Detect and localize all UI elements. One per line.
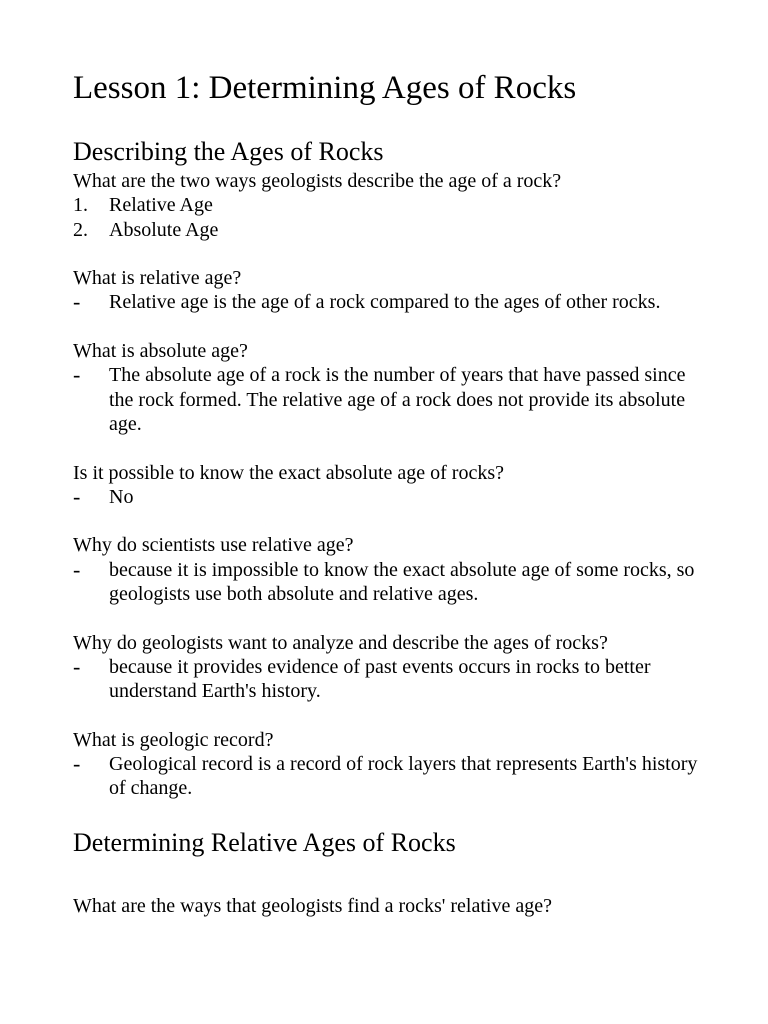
qa-block-why-relative: [73, 533, 713, 606]
list-item: [73, 218, 713, 242]
answer-item: [73, 363, 713, 436]
question-text: Is it possible to know the exact absolute age of rocks?: [73, 461, 504, 484]
section-heading-determining: Determining Relative Ages of Rocks: [73, 827, 456, 857]
list-item-text: Relative Age: [109, 194, 213, 217]
list-item-text: Absolute Age: [109, 218, 219, 241]
dash-bullet: -: [73, 653, 81, 679]
qa-block-why-analyze: [73, 631, 713, 704]
answer-text: because it is impossible to know the exact absolute age of some rocks, so geologists use both absolute and relative ages.: [109, 558, 695, 606]
dash-bullet: -: [73, 483, 81, 509]
answer-text: Relative age is the age of a rock compared to the ages of other rocks.: [109, 291, 661, 314]
list-item: [73, 193, 713, 217]
answer-text: No: [109, 485, 134, 508]
dash-bullet: -: [73, 556, 81, 582]
qa-block-relative-age: [73, 266, 713, 315]
question-text: Why do scientists use relative age?: [73, 534, 354, 557]
answer-item: [73, 655, 713, 704]
qa-block-exact-age: [73, 461, 713, 510]
dash-bullet: -: [73, 751, 81, 777]
question-text: What is absolute age?: [73, 340, 248, 363]
section-determining-body: [73, 894, 713, 918]
answer-item: [73, 752, 713, 801]
question-text: What is geologic record?: [73, 728, 274, 751]
answer-item: [73, 485, 713, 509]
answer-text: The absolute age of a rock is the number of years that have passed since the rock formed. The relative age of a rock does not provide its absolute age.: [109, 364, 686, 435]
document-page: [73, 66, 713, 918]
question-text: Why do geologists want to analyze and describe the ages of rocks?: [73, 631, 608, 654]
answer-text: Geological record is a record of rock layers that represents Earth's history of change.: [109, 753, 698, 800]
question-text: What are the ways that geologists find a rocks' relative age?: [73, 894, 552, 917]
section-describing-body: [73, 169, 713, 801]
answer-item: [73, 290, 713, 314]
answer-text: because it provides evidence of past events occurs in rocks to better understand Earth's history.: [109, 655, 651, 703]
qa-block-geologic-record: [73, 728, 713, 801]
question-text: What are the two ways geologists describe the age of a rock?: [73, 170, 562, 192]
dash-bullet: -: [73, 289, 81, 315]
qa-block-absolute-age: [73, 339, 713, 436]
section-heading-describing: Describing the Ages of Rocks: [73, 137, 384, 166]
dash-bullet: -: [73, 362, 81, 388]
list-number: 1.: [73, 194, 88, 217]
question-text: What is relative age?: [73, 267, 242, 290]
page-title: Lesson 1: Determining Ages of Rocks: [73, 70, 577, 106]
answer-item: [73, 558, 713, 607]
list-number: 2.: [73, 218, 88, 241]
qa-block-two-ways: [73, 169, 713, 242]
